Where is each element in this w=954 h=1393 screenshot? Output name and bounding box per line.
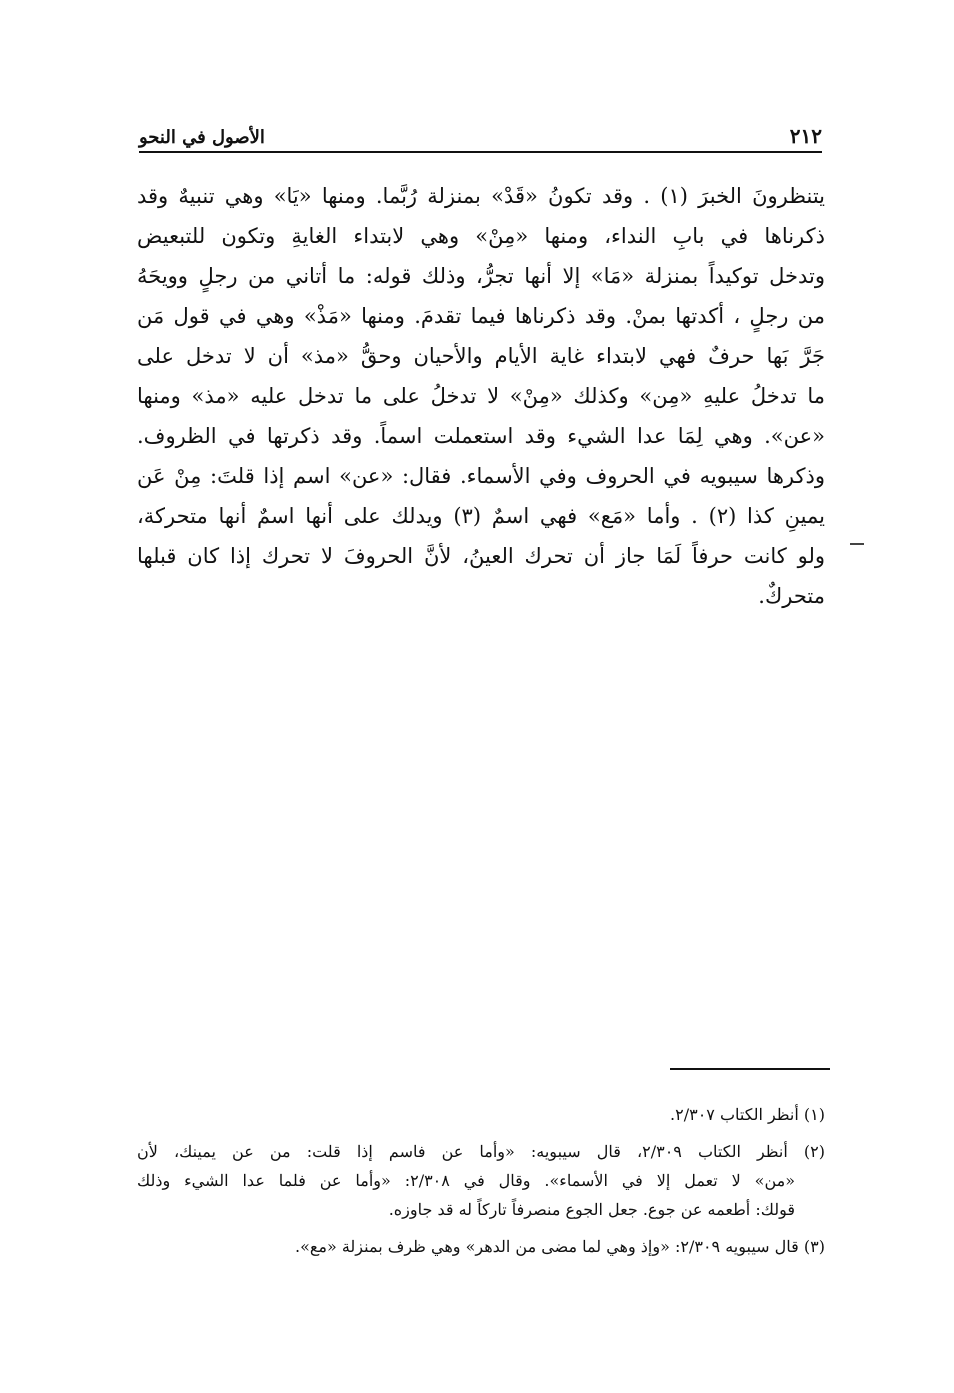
text-line: يتنظرونَ الخبرَ (١) . وقد تكونُ «قَدْ» بمنزلة رُبَّما. ومنها «يَا» وهي تنبيهٌ وقد xyxy=(137,184,826,208)
text-line: يمينِ كذا (٢) . وأما «مَع» فهي اسمٌ (٣) ويدلك على أنها اسمٌ أنها متحركة، xyxy=(137,504,825,528)
footnote-2-continuation: «من» لا تعمل إلا في الأسماء». وقال في ٢/٣٠٨: «وأما عن فلما عدا الشيء وذلك xyxy=(137,1171,796,1190)
footnote-3: (٣) قال سيبويه ٢/٣٠٩: «وإذ وهي لما مضى من الدهر» وهي ظرف بمنزلة «مع». xyxy=(295,1237,825,1256)
footnote-gap xyxy=(137,1129,825,1137)
text-line: «عن». وهي لِمَا عدا الشيء وقد استعملت اسماً. وقد ذكرتها في الظروف. xyxy=(137,424,825,448)
running-title: الأصول في النحو xyxy=(139,127,265,148)
text-line: ما تدخلُ عليهِ «مِن» وكذلك «مِنْ» لا تدخلُ على ما تدخل عليه «مذ» ومنها xyxy=(137,384,825,408)
text-line: متحركٌ. xyxy=(758,584,825,608)
page-header xyxy=(139,118,822,148)
text-line: ذكرناها في بابِ النداء، ومنها «مِنْ» وهي لابتداء الغايةِ وتكون للتبعيض xyxy=(137,224,825,248)
body-text xyxy=(137,176,825,616)
footnote-separator xyxy=(670,1068,830,1070)
text-line: وذكرها سيبويه في الحروف وفي الأسماء. فقال: «عن» اسم إذا قلتَ: مِنْ عَن xyxy=(137,464,825,488)
footnote-1: (١) أنظر الكتاب ٢/٣٠٧. xyxy=(670,1105,825,1124)
footnote-2: (٢) أنظر الكتاب ٢/٣٠٩، قال سيبويه: «وأما عن فاسم إذا قلت: من عن يمينك، لأن xyxy=(137,1142,826,1161)
footnote-2-continuation: قولك: أطعمه عن جوع. جعل الجوع منصرفاً تاركاً له قد جاوزه. xyxy=(388,1200,795,1219)
header-rule xyxy=(139,151,822,153)
page-number: ٢١٢ xyxy=(789,124,822,148)
text-line: من رجلٍ ، أكدتها بمنْ. وقد ذكرناها فيما تقدمَ. ومنها «مَذْ» وهي في قول مَن xyxy=(137,304,825,328)
footnotes xyxy=(137,1100,825,1261)
footnote-gap xyxy=(137,1224,825,1232)
margin-mark xyxy=(850,543,864,545)
text-line: ولو كانت حرفاً لَمَا جاز أن تحرك العينُ، لأنَّ الحروفَ لا تحرك إذا كان قبلها xyxy=(137,544,825,568)
text-line: وتدخل توكيداً بمنزلة «مَا» إلا أنها تجرُّ، وذلك قوله: ما أتاني من رجلٍ وويحَهُ xyxy=(137,264,825,288)
text-line: جَرَّ بَها حرفٌ فهي لابتداء غاية الأيام والأحيان وحقُّ «مذ» أن لا تدخل على xyxy=(137,344,825,368)
